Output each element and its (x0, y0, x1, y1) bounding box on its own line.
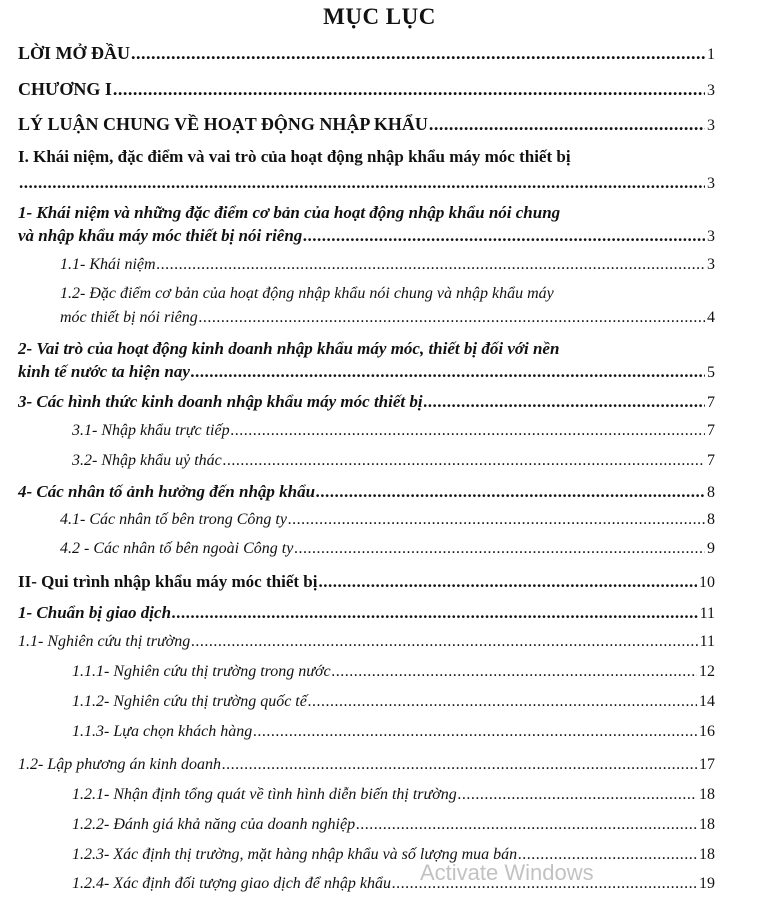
toc-entry-2-line1: 2- Vai trò của hoạt động kinh doanh nhập khẩu máy móc, thiết bị đối với nền (18, 339, 560, 358)
toc-entry-3: 3- Các hình thức kinh doanh nhập khẩu máy móc thiết bị ..... 7 (18, 392, 715, 412)
toc-entry-1-line1: 1- Khái niệm và những đặc điểm cơ bản của hoạt động nhập khẩu nói chung (18, 203, 561, 222)
toc-entry-ii-1: 1- Chuẩn bị giao dịch ..... 11 (18, 603, 715, 623)
toc-entry-ii-1-1: 1.1- Nghiên cứu thị trường ..... 11 (18, 633, 715, 651)
toc-entry-ii-1-2: 1.2- Lập phương án kinh doanh ..... 17 (18, 756, 715, 774)
toc-entry-ii-1-1-3: 1.1.3- Lựa chọn khách hàng ..... 16 (72, 723, 715, 741)
toc-entry-1-1: 1.1- Khái niệm ..... 3 (60, 256, 715, 274)
toc-entry-section-i: ..... 3 (18, 173, 715, 193)
toc-entry-ly-luan-chung: LÝ LUẬN CHUNG VỀ HOẠT ĐỘNG NHẬP KHẨU ..... 3 (18, 114, 715, 135)
toc-entry-4: 4- Các nhân tố ảnh hưởng đến nhập khẩu ..... 8 (18, 482, 715, 502)
toc-entry-ii-1-2-4: 1.2.4- Xác định đối tượng giao dịch để nhập khẩu ..... 19 (72, 875, 715, 893)
toc-entry-ii-1-1-1: 1.1.1- Nghiên cứu thị trường trong nước ..... 12 (72, 663, 715, 681)
toc-entry-4-1: 4.1- Các nhân tố bên trong Công ty ..... 8 (60, 511, 715, 529)
toc-entry-ii-1-2-3: 1.2.3- Xác định thị trường, mặt hàng nhập khẩu và số lượng mua bán ..... 18 (72, 846, 715, 864)
toc-entry-chuong-i: CHƯƠNG I ..... 3 (18, 79, 715, 100)
toc-entry-1: và nhập khẩu máy móc thiết bị nói riêng ..... 3 (18, 226, 715, 246)
toc-entry-section-i-line1: I. Khái niệm, đặc điểm và vai trò của hoạt động nhập khẩu máy móc thiết bị (18, 147, 571, 166)
activate-windows-watermark: Activate Windows (420, 860, 594, 885)
toc-entry-section-ii: II- Qui trình nhập khẩu máy móc thiết bị ..... 10 (18, 572, 715, 592)
toc-entry-1-2-line1: 1.2- Đặc điểm cơ bản của hoạt động nhập khẩu nói chung và nhập khẩu máy (60, 285, 554, 302)
toc-entry-ii-1-2-2: 1.2.2- Đánh giá khả năng của doanh nghiệp ..... 18 (72, 816, 715, 834)
toc-entry-ii-1-1-2: 1.1.2- Nghiên cứu thị trường quốc tế ..... 14 (72, 693, 715, 711)
toc-entry-3-1: 3.1- Nhập khẩu trực tiếp ..... 7 (72, 422, 715, 440)
toc-entry-4-2: 4.2 - Các nhân tố bên ngoài Công ty ..... 9 (60, 540, 715, 558)
toc-entry-1-2: móc thiết bị nói riêng ..... 4 (60, 309, 715, 327)
toc-entry-loi-mo-dau: LỜI MỞ ĐẦU ..... 1 (18, 43, 715, 64)
toc-entry-ii-1-2-1: 1.2.1- Nhận định tổng quát về tình hình diễn biến thị trường ..... 18 (72, 786, 715, 804)
toc-entry-2: kinh tế nước ta hiện nay ..... 5 (18, 362, 715, 382)
toc-title: MỤC LỤC (323, 4, 436, 29)
toc-entry-3-2: 3.2- Nhập khẩu uỷ thác ..... 7 (72, 452, 715, 470)
